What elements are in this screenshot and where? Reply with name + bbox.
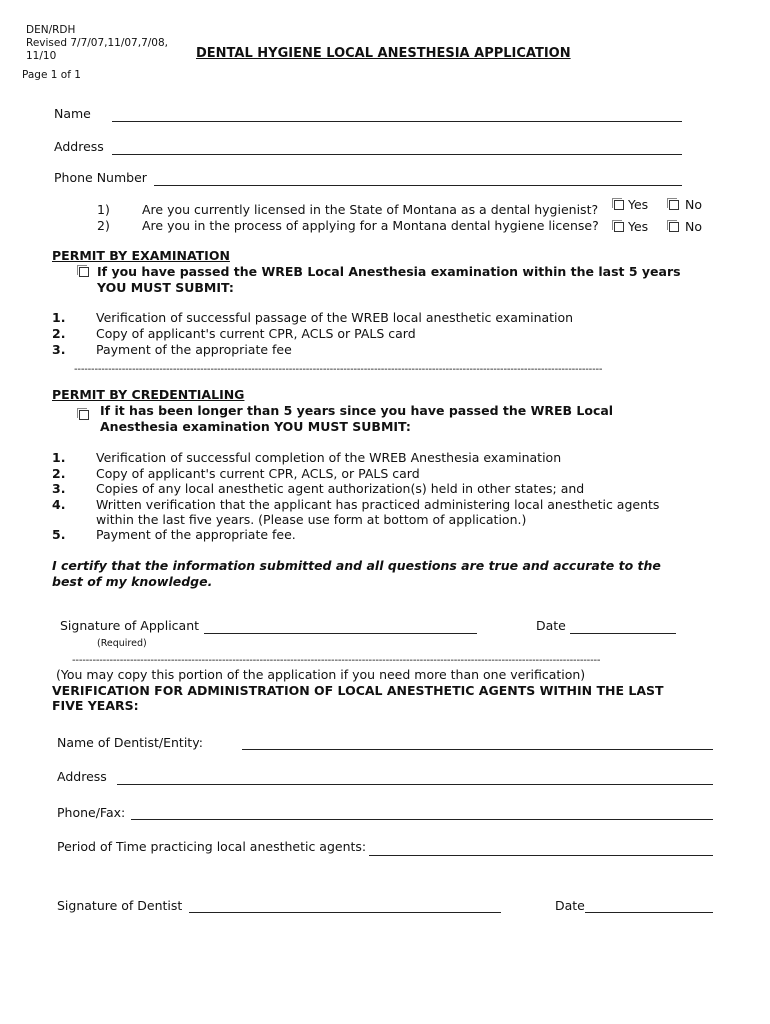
dentist-name-field[interactable] [242,749,713,750]
verification-heading-cont: FIVE YEARS: [52,698,139,713]
question-2-no-label: No [685,219,702,234]
dentist-signature-label: Signature of Dentist [57,898,183,913]
permit-cred-condition: If it has been longer than 5 years since you have passed the WREB Local [100,403,614,418]
applicant-date-field[interactable] [570,633,676,634]
permit-cred-item: 2. Copy of applicant's current CPR, ACLS, or PALS card [52,466,420,481]
dentist-address-field[interactable] [117,784,713,785]
question-2-text: Are you in the process of applying for a Montana dental hygiene license? [142,218,599,233]
permit-exam-condition: If you have passed the WREB Local Anesthesia examination within the last 5 years [97,264,681,279]
question-1-no-checkbox[interactable] [669,200,679,210]
page-number: Page 1 of 1 [22,69,81,81]
permit-cred-heading: PERMIT BY CREDENTIALING [52,387,245,402]
applicant-signature-field[interactable] [204,633,477,634]
section-divider: ----------------------------------------------------------------------------------------------------------------------------------------------------------- [74,364,603,375]
permit-exam-item: 1. Verification of successful passage of the WREB local anesthetic examination [52,310,574,325]
permit-cred-item: 5. Payment of the appropriate fee. [52,527,296,542]
name-label: Name [54,106,91,121]
certify-statement-cont: best of my knowledge. [52,574,213,589]
question-1-yes-label: Yes [628,197,649,212]
question-1-yes-checkbox[interactable] [614,200,624,210]
permit-cred-item: within the last five years. (Please use form at bottom of application.) [96,512,527,527]
permit-cred-item: 3. Copies of any local anesthetic agent authorization(s) held in other states; and [52,481,585,496]
revision-dates: Revised 7/7/07,11/07,7/08, [26,37,168,49]
section-divider: ----------------------------------------------------------------------------------------------------------------------------------------------------------- [72,655,601,666]
verification-heading: VERIFICATION FOR ADMINISTRATION OF LOCAL ANESTHETIC AGENTS WITHIN THE LAST [52,683,664,698]
dentist-date-label: Date [555,898,585,913]
name-field[interactable] [112,121,682,122]
form-code: DEN/RDH [26,24,76,36]
page-title: DENTAL HYGIENE LOCAL ANESTHESIA APPLICATION [196,46,571,61]
question-1-text: Are you currently licensed in the State of Montana as a dental hygienist? [142,202,599,217]
question-1-number: 1) [97,202,110,217]
permit-cred-item: 4. Written verification that the applicant has practiced administering local anesthetic agents [52,497,660,512]
permit-cred-submit: Anesthesia examination YOU MUST SUBMIT: [100,419,411,434]
address-field[interactable] [112,154,682,155]
question-1-no-label: No [685,197,702,212]
question-2-no-checkbox[interactable] [669,222,679,232]
applicant-date-label: Date [536,618,566,633]
revision-dates-cont: 11/10 [26,50,57,62]
permit-exam-checkbox[interactable] [79,267,89,277]
applicant-signature-label: Signature of Applicant [60,618,200,633]
permit-cred-checkbox[interactable] [79,410,89,420]
permit-exam-heading: PERMIT BY EXAMINATION [52,248,230,263]
dentist-name-label: Name of Dentist/Entity: [57,735,203,750]
copy-note: (You may copy this portion of the application if you need more than one verification) [56,667,586,682]
address-label: Address [54,139,104,154]
required-note: (Required) [97,638,147,649]
practice-period-field[interactable] [369,855,713,856]
certify-statement: I certify that the information submitted and all questions are true and accurate to the [52,558,661,573]
permit-exam-submit: YOU MUST SUBMIT: [97,280,234,295]
dentist-phone-label: Phone/Fax: [57,805,126,820]
permit-exam-item: 2. Copy of applicant's current CPR, ACLS or PALS card [52,326,416,341]
phone-field[interactable] [154,185,682,186]
dentist-signature-field[interactable] [189,912,501,913]
question-2-number: 2) [97,218,110,233]
question-2-yes-checkbox[interactable] [614,222,624,232]
dentist-date-field[interactable] [585,912,713,913]
phone-label: Phone Number [54,170,147,185]
question-2-yes-label: Yes [628,219,649,234]
dentist-phone-field[interactable] [131,819,713,820]
practice-period-label: Period of Time practicing local anesthetic agents: [57,839,367,854]
permit-exam-item: 3. Payment of the appropriate fee [52,342,292,357]
dentist-address-label: Address [57,769,107,784]
permit-cred-item: 1. Verification of successful completion of the WREB Anesthesia examination [52,450,562,465]
